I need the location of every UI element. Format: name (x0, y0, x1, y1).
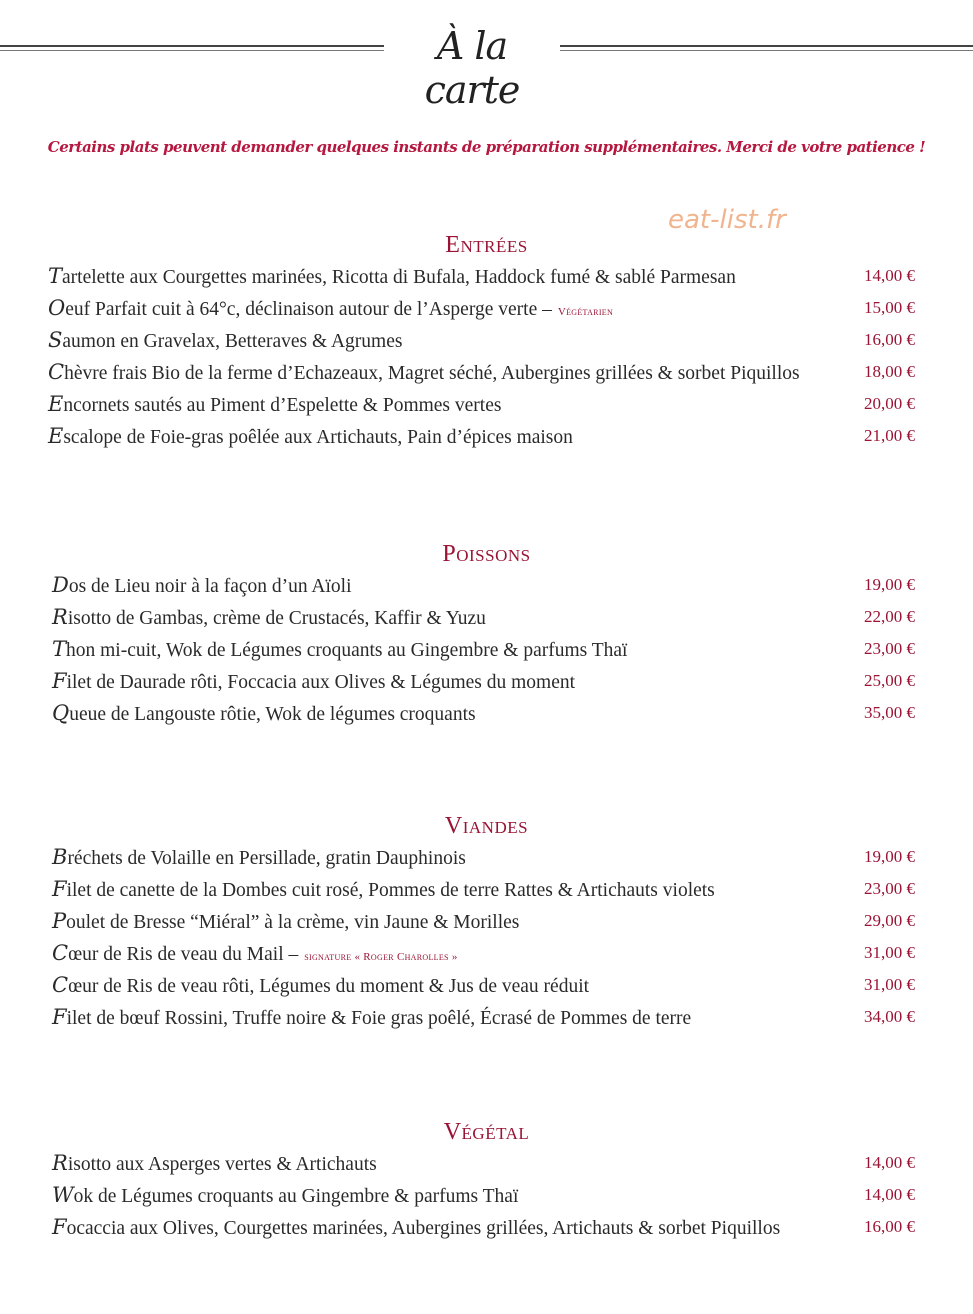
menu-item (0, 324, 973, 356)
section-title: Poissons (442, 541, 531, 567)
menu-item-text: isotto de Gambas, crème de Crustacés, Kaffir & Yuzu (67, 608, 486, 629)
menu-item-initial: F (52, 1005, 67, 1029)
menu-item-price: 23,00 € (864, 639, 915, 658)
menu-item-text: os de Lieu noir à la façon d’un Aïoli (68, 576, 352, 597)
section-title: Végétal (443, 1119, 530, 1145)
header-rule-right (560, 45, 973, 47)
menu-item-name (48, 420, 573, 454)
menu-item-text: oulet de Bresse “Miéral” à la crème, vin Jaune & Morilles (66, 912, 520, 933)
item-list (0, 841, 973, 1033)
menu-item-name (52, 905, 519, 939)
menu-item-initial: O (48, 296, 66, 320)
menu-item-tag: signature « Roger Charolles » (304, 951, 458, 963)
page-title: À la carte (424, 24, 520, 112)
menu-item-price: 16,00 € (864, 1217, 915, 1236)
menu-item-price: 19,00 € (864, 575, 915, 594)
menu-item (0, 633, 973, 665)
menu-item (0, 569, 973, 601)
menu-item-name (52, 665, 575, 699)
menu-item-price: 21,00 € (864, 426, 915, 445)
item-list (0, 1147, 973, 1243)
menu-item-price: 20,00 € (864, 394, 915, 413)
menu-item-initial: Q (52, 701, 70, 725)
menu-item-name (52, 969, 589, 1003)
menu-item (0, 905, 973, 937)
header-rule-left (0, 45, 384, 47)
menu-item-initial: W (52, 1183, 74, 1207)
menu-item (0, 420, 973, 452)
menu-item-initial: C (48, 360, 65, 384)
menu-item-text: ilet de canette de la Dombes cuit rosé, Pommes de terre Rattes & Artichauts violets (66, 880, 715, 901)
menu-item-name (48, 324, 402, 358)
menu-item-price: 31,00 € (864, 943, 915, 962)
menu-item-price: 31,00 € (864, 975, 915, 994)
menu-item-initial: C (52, 941, 69, 965)
menu-item-name (48, 260, 736, 294)
menu-item-price: 35,00 € (864, 703, 915, 722)
menu-item-initial: F (52, 669, 67, 693)
menu-item-tag: Végétarien (557, 306, 614, 318)
menu-item-name (52, 873, 715, 907)
item-list (0, 569, 973, 729)
section-vegetal (0, 1117, 973, 1243)
menu-item (0, 841, 973, 873)
menu-item (0, 1211, 973, 1243)
menu-item-text: réchets de Volaille en Persillade, gratin Dauphinois (67, 848, 466, 869)
menu-item-name (48, 292, 613, 328)
preparation-notice: Certains plats peuvent demander quelques instants de préparation supplémentaires. Merci de votre patience ! (47, 138, 926, 156)
menu-item-name (52, 569, 352, 603)
menu-item-name (48, 356, 800, 390)
menu-item (0, 1001, 973, 1033)
menu-item-initial: E (48, 424, 64, 448)
menu-item-price: 29,00 € (864, 911, 915, 930)
item-list (0, 260, 973, 452)
menu-item (0, 937, 973, 969)
menu-item-price: 25,00 € (864, 671, 915, 690)
menu-item (0, 388, 973, 420)
menu-item-text: hon mi-cuit, Wok de Légumes croquants au Gingembre & parfums Thaï (66, 640, 628, 661)
menu-item-text: isotto aux Asperges vertes & Artichauts (67, 1154, 377, 1175)
menu-item-name (52, 697, 476, 731)
menu-item (0, 969, 973, 1001)
menu-item-text: hèvre frais Bio de la ferme d’Echazeaux, Magret séché, Aubergines grillées & sorbet Piquillos (64, 363, 800, 384)
menu-item-text: aumon en Gravelax, Betteraves & Agrumes (62, 331, 403, 352)
section-viandes (0, 811, 973, 1033)
watermark: eat-list.fr (668, 205, 786, 235)
menu-item-initial: F (52, 877, 67, 901)
menu-item (0, 356, 973, 388)
menu-item-initial: T (52, 637, 67, 661)
menu-item-text: euf Parfait cuit à 64°c, déclinaison autour de l’Asperge verte – (65, 299, 552, 320)
menu-item-initial: B (52, 845, 68, 869)
menu-item-text: scalope de Foie-gras poêlée aux Artichauts, Pain d’épices maison (63, 427, 573, 448)
menu-header (0, 18, 973, 112)
menu-item-price: 16,00 € (864, 330, 915, 349)
menu-item (0, 1179, 973, 1211)
menu-item-name (52, 601, 486, 635)
menu-item (0, 292, 973, 324)
menu-item-initial: P (52, 909, 67, 933)
menu-item-name (52, 1179, 518, 1213)
menu-item-initial: F (52, 1215, 67, 1239)
menu-item-initial: T (48, 264, 63, 288)
menu-item-name (48, 388, 501, 422)
menu-item-price: 22,00 € (864, 607, 915, 626)
menu-item-initial: R (52, 1151, 68, 1175)
menu-item-initial: C (52, 973, 69, 997)
menu-item-text: œur de Ris de veau rôti, Légumes du moment & Jus de veau réduit (68, 976, 590, 997)
menu-item (0, 601, 973, 633)
menu-item (0, 873, 973, 905)
menu-item-initial: S (48, 328, 63, 352)
menu-item-price: 14,00 € (864, 266, 915, 285)
menu-item-initial: E (48, 392, 64, 416)
menu-item-price: 14,00 € (864, 1153, 915, 1172)
menu-item-price: 18,00 € (864, 362, 915, 381)
menu-item-name (52, 1211, 780, 1245)
menu-item-initial: R (52, 605, 68, 629)
menu-item-name (52, 1001, 691, 1035)
menu-item-name (52, 841, 466, 875)
menu-item-text: œur de Ris de veau du Mail – (68, 944, 299, 965)
section-poissons (0, 539, 973, 729)
menu-item-price: 14,00 € (864, 1185, 915, 1204)
menu-item-price: 19,00 € (864, 847, 915, 866)
menu-item (0, 1147, 973, 1179)
menu-item-name (52, 633, 627, 667)
menu-item-text: ok de Légumes croquants au Gingembre & parfums Thaï (73, 1186, 519, 1207)
menu-item (0, 665, 973, 697)
menu-item-text: ocaccia aux Olives, Courgettes marinées, Aubergines grillées, Artichauts & sorbet Piquillos (66, 1218, 781, 1239)
menu-item-name (52, 1147, 377, 1181)
menu-item-price: 23,00 € (864, 879, 915, 898)
menu-item (0, 260, 973, 292)
menu-item-text: artelette aux Courgettes marinées, Ricotta di Bufala, Haddock fumé & sablé Parmesan (62, 267, 736, 288)
section-title: Entrées (445, 232, 528, 258)
menu-item-initial: D (52, 573, 69, 597)
menu-item-name (52, 937, 458, 973)
menu-item-text: ncornets sautés au Piment d’Espelette & Pommes vertes (63, 395, 502, 416)
section-title: Viandes (444, 813, 529, 839)
menu-item-text: ilet de Daurade rôti, Foccacia aux Olives & Légumes du moment (66, 672, 576, 693)
menu-item-text: ueue de Langouste rôtie, Wok de légumes croquants (69, 704, 476, 725)
menu-item-text: ilet de bœuf Rossini, Truffe noire & Foie gras poêlé, Écrasé de Pommes de terre (66, 1008, 692, 1029)
menu-item-price: 34,00 € (864, 1007, 915, 1026)
menu-item-price: 15,00 € (864, 298, 915, 317)
menu-item (0, 697, 973, 729)
section-entrees (0, 230, 973, 452)
